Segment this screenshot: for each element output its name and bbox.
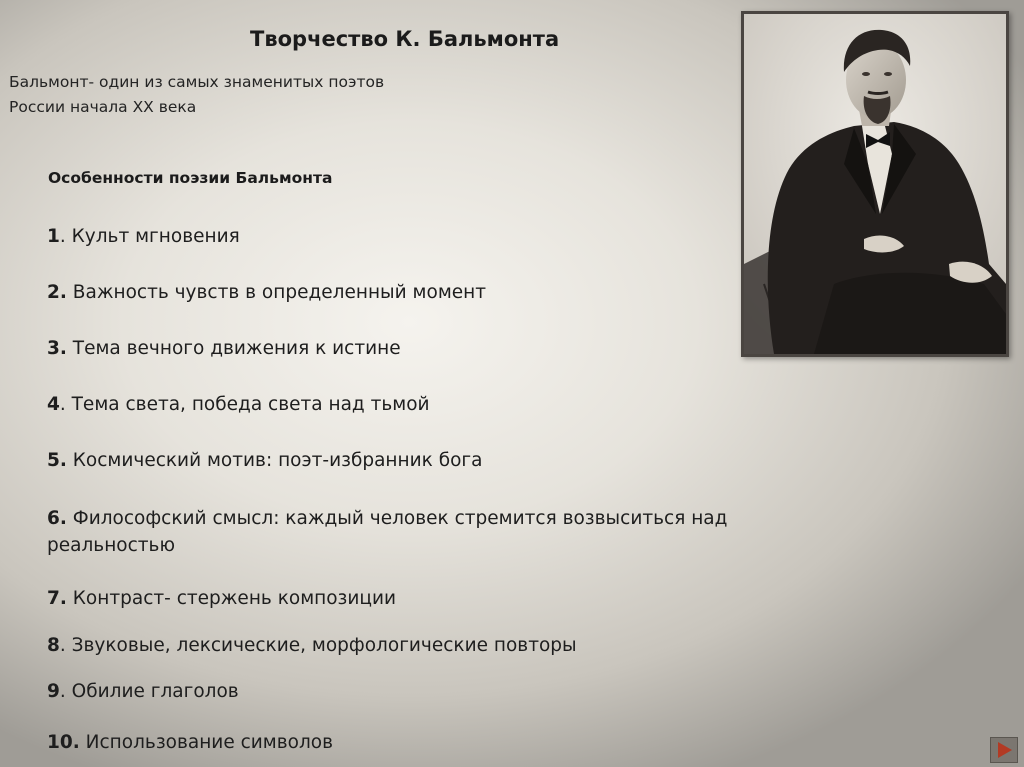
list-item	[47, 505, 837, 559]
list-item-text: Космический мотив: поэт-избранник бога	[66, 450, 483, 471]
list-item	[47, 391, 430, 418]
portrait-photo	[741, 11, 1009, 357]
list-item	[47, 585, 396, 612]
triangle-right-icon	[991, 738, 1017, 762]
list-item-text: Тема вечного движения к истине	[66, 338, 401, 359]
subtitle-line-2: России начала XX века	[9, 98, 197, 116]
list-item-text: Использование символов	[79, 732, 334, 753]
list-item	[47, 279, 486, 306]
next-slide-button[interactable]	[990, 737, 1018, 763]
list-item-number: 7.	[47, 588, 67, 609]
list-item-number: 4	[47, 394, 60, 415]
list-item-number: 1	[47, 226, 60, 247]
list-item-text: . Обилие глаголов	[59, 681, 239, 702]
subtitle-line-1: Бальмонт- один из самых знаменитых поэтов	[9, 73, 385, 91]
list-item-number: 2.	[47, 282, 67, 303]
list-item-number: 9	[47, 681, 60, 702]
slide-title: Творчество К. Бальмонта	[250, 27, 560, 51]
list-item-text: . Звуковые, лексические, морфологические повторы	[59, 635, 577, 656]
section-heading: Особенности поэзии Бальмонта	[48, 169, 333, 187]
list-item-text: . Тема света, победа света над тьмой	[59, 394, 430, 415]
list-item-text: . Культ мгновения	[59, 226, 240, 247]
list-item	[47, 729, 333, 756]
portrait-illustration	[744, 14, 1006, 354]
slide-subtitle	[9, 70, 384, 120]
list-item-number: 10.	[47, 732, 80, 753]
list-item-text: Важность чувств в определенный момент	[66, 282, 487, 303]
list-item-text: Философский смысл: каждый человек стремится возвыситься над реальностью	[47, 508, 728, 556]
list-item	[47, 447, 483, 474]
list-item	[47, 335, 401, 362]
list-item-number: 5.	[47, 450, 67, 471]
list-item	[47, 223, 240, 250]
list-item	[47, 678, 239, 705]
list-item-number: 3.	[47, 338, 67, 359]
list-item-text: Контраст- стержень композиции	[66, 588, 397, 609]
list-item-number: 8	[47, 635, 60, 656]
list-item	[47, 632, 577, 659]
list-item-number: 6.	[47, 508, 67, 529]
